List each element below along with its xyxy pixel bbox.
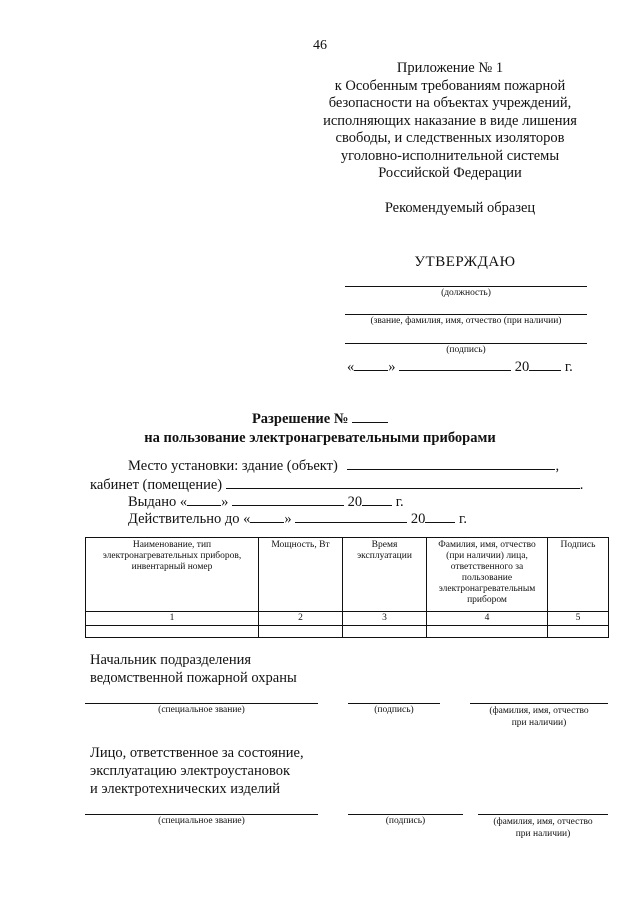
issued-month-blank	[232, 493, 344, 506]
appendix-line: Приложение № 1	[396, 60, 504, 76]
permit-title-line2: на пользование электронагревательными приборами	[144, 430, 496, 446]
date-open-quote: «	[347, 359, 355, 375]
appendix-line: свободы, и следственных изоляторов	[335, 130, 565, 146]
header-power: Мощность, Вт	[259, 538, 343, 612]
issued-row	[128, 493, 404, 511]
chief-name-line	[470, 703, 608, 704]
table-header-row	[86, 538, 609, 612]
name-caption: (звание, фамилия, имя, отчество (при наличии)	[370, 316, 562, 326]
valid-close-quote: »	[284, 511, 292, 527]
valid-year-suffix: г.	[459, 511, 467, 527]
chief-title	[90, 651, 297, 687]
permit-title-line1: Разрешение №	[251, 411, 349, 427]
table-cell	[86, 626, 259, 638]
year-suffix: г.	[564, 359, 573, 375]
cabinet-row	[90, 476, 583, 494]
responsible-signature-caption: (подпись)	[385, 816, 426, 826]
responsible-line1: Лицо, ответственное за состояние,	[90, 745, 304, 761]
responsible-signature-line	[348, 814, 463, 815]
appendix-line: исполняющих наказание в виде лишения	[323, 112, 577, 129]
table-number-row	[86, 612, 609, 626]
signature-caption: (подпись)	[446, 345, 486, 355]
responsible-name-caption-line1: (фамилия, имя, отчество	[493, 817, 593, 827]
column-number: 5	[548, 612, 609, 626]
responsible-line3: и электротехнических изделий	[90, 781, 281, 797]
chief-line2: ведомственной пожарной охраны	[90, 670, 297, 686]
column-number: 4	[427, 612, 548, 626]
responsible-rank-caption: (специальное звание)	[158, 816, 245, 826]
chief-rank-caption: (специальное звание)	[158, 705, 245, 715]
position-line	[345, 286, 587, 287]
responsible-line2: эксплуатацию электроустановок	[90, 763, 291, 779]
permit-number-blank	[352, 410, 388, 423]
place-row	[128, 457, 559, 475]
valid-label: Действительно до «	[128, 511, 251, 527]
appendix-line: Российской Федерации	[378, 165, 522, 181]
valid-year-prefix: 20	[410, 511, 426, 527]
year-blank	[529, 358, 561, 371]
chief-name-caption	[470, 705, 608, 729]
month-blank	[399, 358, 511, 371]
issued-year-suffix: г.	[395, 494, 404, 510]
name-line	[345, 314, 587, 315]
column-number: 3	[343, 612, 427, 626]
year-prefix: 20	[514, 359, 530, 375]
chief-line1: Начальник подразделения	[90, 652, 252, 668]
chief-name-caption-line1: (фамилия, имя, отчество	[489, 706, 589, 716]
day-blank	[354, 358, 388, 371]
appendix-header	[290, 60, 610, 183]
responsible-title	[90, 744, 304, 798]
valid-year-blank	[425, 510, 455, 523]
place-end: ,	[555, 458, 560, 474]
responsible-name-caption-line2: при наличии)	[515, 829, 571, 839]
header-device-name: Наименование, тип электронагревательных приборов, инвентарный номер	[86, 538, 259, 612]
cabinet-end: .	[579, 477, 584, 493]
chief-name-caption-line2: при наличии)	[511, 718, 567, 728]
page-number: 46	[313, 38, 327, 53]
responsible-name-caption	[478, 816, 608, 840]
permit-title	[0, 410, 640, 448]
issued-close-quote: »	[221, 494, 229, 510]
table-cell	[343, 626, 427, 638]
table-row	[86, 626, 609, 638]
cabinet-blank	[226, 476, 580, 489]
appendix-line: уголовно-исполнительной системы	[340, 147, 560, 164]
valid-day-blank	[250, 510, 284, 523]
devices-table	[85, 537, 609, 638]
responsible-name-line	[478, 814, 608, 815]
chief-signature-line	[348, 703, 440, 704]
signature-line	[345, 343, 587, 344]
cabinet-label: кабинет (помещение)	[90, 477, 223, 493]
valid-row	[128, 510, 467, 528]
appendix-line: безопасности на объектах учреждений,	[328, 95, 572, 111]
header-operation-time: Время эксплуатации	[343, 538, 427, 612]
date-close-quote: »	[388, 359, 396, 375]
sample-label: Рекомендуемый образец	[384, 200, 536, 216]
issued-year-blank	[362, 493, 392, 506]
table-cell	[548, 626, 609, 638]
responsible-rank-line	[85, 814, 318, 815]
column-number: 1	[86, 612, 259, 626]
approve-title: УТВЕРЖДАЮ	[414, 254, 516, 270]
chief-signature-caption: (подпись)	[374, 705, 414, 715]
issued-day-blank	[187, 493, 221, 506]
issued-year-prefix: 20	[347, 494, 363, 510]
column-number: 2	[259, 612, 343, 626]
header-signature: Подпись	[548, 538, 609, 612]
place-blank	[347, 457, 555, 470]
appendix-line: к Особенным требованиям пожарной	[334, 77, 566, 94]
valid-month-blank	[295, 510, 407, 523]
issued-label: Выдано «	[128, 494, 188, 510]
table-cell	[427, 626, 548, 638]
place-label: Место установки: здание (объект)	[128, 458, 338, 474]
table-cell	[259, 626, 343, 638]
approve-date	[347, 358, 573, 376]
header-responsible-person: Фамилия, имя, отчество (при наличии) лица, ответственного за пользование электронагревательным прибором	[427, 538, 548, 612]
chief-rank-line	[85, 703, 318, 704]
position-caption: (должность)	[441, 288, 491, 298]
